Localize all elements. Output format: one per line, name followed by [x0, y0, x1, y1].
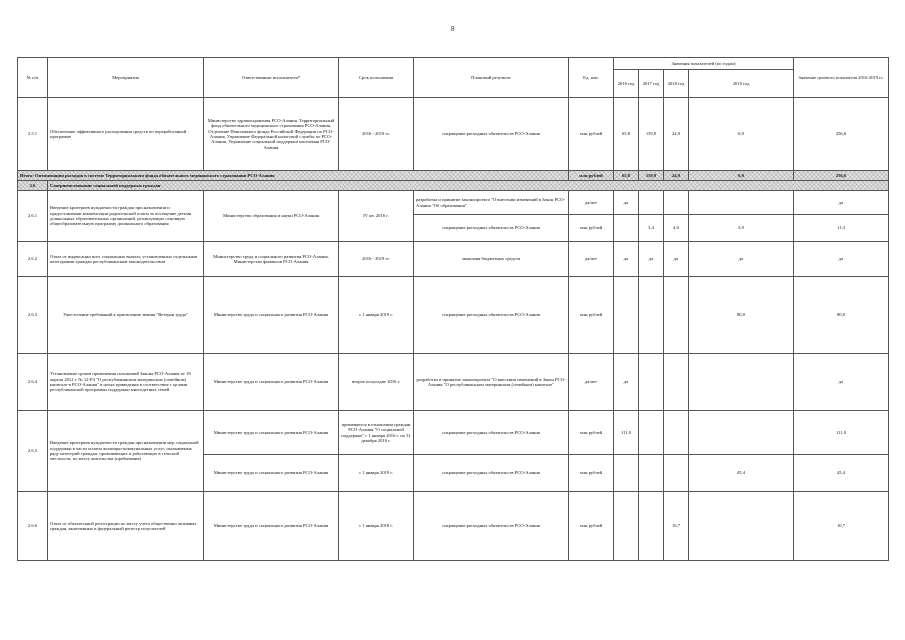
row-y2017 [639, 191, 664, 215]
row-result: сокращение расходных обязательств РСО-Алания [414, 411, 569, 455]
row-executor: Министерство труда и социального развития РСО-Алания [204, 411, 339, 455]
row-unit: млн рублей [569, 492, 614, 561]
header-total: Значение целевого показателя 2016-2019 гг. [794, 58, 889, 98]
row-y2019: 6,0 [689, 98, 794, 171]
header-executor: Ответственные исполнители* [204, 58, 339, 98]
row-result: сокращение расходных обязательств РСО-Алания [414, 98, 569, 171]
row-total: 256,6 [794, 98, 889, 171]
row-activity: Введение критериев нуждаемости граждан при назначении мер социальной поддержки в части оплаты жилищно-коммунальных услуг, оказываемых ряду категорий граждан, проживающих и работающих в сельской местности, по месту жительства (пребывания) [48, 411, 204, 492]
row-deadline: IV кв. 2016 г. [339, 191, 414, 242]
row-y2019: 80,0 [689, 277, 794, 354]
header-year-2016: 2016 год [614, 70, 639, 98]
section-num: 2.6 [18, 181, 48, 191]
row-total: да [794, 242, 889, 277]
section-title: Совершенствование социальной поддержки граждан [48, 181, 889, 191]
subtotal-total: 256,6 [794, 171, 889, 181]
row-activity: Обеспечение эффективного расходования средств по переработанной программе [48, 98, 204, 171]
row-y2018: 24,9 [664, 98, 689, 171]
row-y2016: 111,0 [614, 411, 639, 455]
table-row [18, 98, 889, 171]
row-y2018 [664, 354, 689, 411]
row-y2016 [614, 492, 639, 561]
row-unit: млн рублей [569, 215, 614, 242]
header-year-2018: 2018 год [664, 70, 689, 98]
row-y2018: 10,7 [664, 492, 689, 561]
row-y2018 [664, 455, 689, 492]
header-indicators: Значения показателей (по годам) [614, 58, 794, 70]
measures-table [17, 57, 889, 561]
header-activity: Мероприятия [48, 58, 204, 98]
row-total: 11,3 [794, 215, 889, 242]
row-total: да [794, 191, 889, 215]
row-num: 2.6.5 [18, 411, 48, 492]
row-y2017 [639, 411, 664, 455]
header-deadline: Срок исполнения [339, 58, 414, 98]
row-deadline: второе полугодие 2016 г. [339, 354, 414, 411]
row-deadline: с 1 января 2018 г. [339, 492, 414, 561]
row-y2018: 4,0 [664, 215, 689, 242]
row-result: разработка и принятие законопроекта "О внесении изменений в Закон РСО-Алания "Об образовании" [414, 191, 569, 215]
row-y2016: да [614, 354, 639, 411]
row-y2017: да [639, 242, 664, 277]
row-activity: Установление сроков применения положений Закона РСО-Алания от 18 апреля 2012 г. № 12-РЗ "О республиканском материнском (семейном) капитале в РСО-Алания" в целях приведения в соответствие с целями республиканской программы поддержки многодетных семей [48, 354, 204, 411]
row-num: 2.6.1 [18, 191, 48, 242]
row-y2019: 3,9 [689, 215, 794, 242]
row-unit: млн рублей [569, 411, 614, 455]
row-y2018 [664, 191, 689, 215]
row-y2018 [664, 411, 689, 455]
row-unit: млн рублей [569, 98, 614, 171]
table-row [18, 492, 889, 561]
row-deadline: с 1 января 2019 г. [339, 455, 414, 492]
row-executor: Министерство здравоохранения РСО-Алания, Территориальный фонд обязательного медицинского страхования РСО-Алания, Отделение Пенсионного фонда Российской Федерации по РСО-Алания, Управление Федеральной налоговой службы по РСО-Алания, Управление социальной поддержки населения РСО-Алания [204, 98, 339, 171]
subtotal-y2017: 159,9 [639, 171, 664, 181]
header-result: Плановый результат [414, 58, 569, 98]
row-activity: Введение критериев нуждаемости граждан при назначении и предоставлении компенсации родительской платы за посещение детьми дошкольных образовательных организаций, реализующих основную общеобразовательную программу дошкольного образования [48, 191, 204, 242]
row-y2016: да [614, 191, 639, 215]
subtotal-label: Итого: Оптимизация расходов в системе Территориального фонда обязательного медицинского страхования РСО-Алания [18, 171, 569, 181]
row-total: да [794, 354, 889, 411]
row-num: 2.6.2 [18, 242, 48, 277]
row-deadline: применяется в отношении граждан РСО-Алания "О социальной поддержке" с 1 января 2016 г. по 31 декабря 2016 г. [339, 411, 414, 455]
header-num: № п/п [18, 58, 48, 98]
row-unit: да/нет [569, 191, 614, 215]
row-num: 2.6.4 [18, 354, 48, 411]
row-total: 111,0 [794, 411, 889, 455]
row-total: 10,7 [794, 492, 889, 561]
row-y2019: 45,4 [689, 455, 794, 492]
section-row [18, 181, 889, 191]
row-num: 2.6.6 [18, 492, 48, 561]
table-row [18, 411, 889, 455]
row-unit: млн рублей [569, 455, 614, 492]
row-y2016: 65,8 [614, 98, 639, 171]
row-unit: млн рублей [569, 277, 614, 354]
row-result: сокращение расходных обязательств РСО-Алания [414, 277, 569, 354]
row-deadline: 2016 - 2019 гг. [339, 242, 414, 277]
row-y2016 [614, 277, 639, 354]
row-y2017 [639, 277, 664, 354]
table-row [18, 191, 889, 215]
row-executor: Министерство труда и социального развития РСО-Алания [204, 354, 339, 411]
subtotal-unit: млн рублей [569, 171, 614, 181]
row-y2016 [614, 215, 639, 242]
table-row [18, 277, 889, 354]
row-executor: Министерство труда и социального развития РСО-Алания [204, 277, 339, 354]
row-unit: да/нет [569, 354, 614, 411]
row-result: экономия бюджетных средств [414, 242, 569, 277]
row-y2018 [664, 277, 689, 354]
row-y2019 [689, 411, 794, 455]
row-activity: Ужесточение требований к присвоению звания "Ветеран труда" [48, 277, 204, 354]
row-y2019: да [689, 242, 794, 277]
header-unit: Ед. изм. [569, 58, 614, 98]
row-activity: Отказ от обязательной регистрации по месту учета общественно активных граждан, включенных в федеральный регистр получателей [48, 492, 204, 561]
subtotal-y2018: 24,9 [664, 171, 689, 181]
row-y2017 [639, 492, 664, 561]
table-row [18, 242, 889, 277]
row-result: сокращение расходных обязательств РСО-Алания [414, 492, 569, 561]
row-executor: Министерство труда и социального развития РСО-Алания [204, 492, 339, 561]
header-year-2019: 2019 год [689, 70, 794, 98]
row-unit: да/нет [569, 242, 614, 277]
subtotal-y2016: 65,8 [614, 171, 639, 181]
page-number-mark: 8 [451, 25, 455, 33]
row-activity: Отказ от индексации всех социальных выплат, установленных отдельными категориями граждан республиканским законодательством [48, 242, 204, 277]
row-deadline: 2016 - 2019 гг. [339, 98, 414, 171]
row-result: разработка и принятие законопроекта "О внесении изменений в Закон РСО-Алания "О республиканском материнском (семейном) капитале" [414, 354, 569, 411]
row-num: 2.5.1 [18, 98, 48, 171]
row-y2018: да [664, 242, 689, 277]
row-y2017 [639, 455, 664, 492]
row-executor: Министерство труда и социального развития РСО-Алания [204, 455, 339, 492]
row-num: 2.6.3 [18, 277, 48, 354]
header-year-2017: 2017 год [639, 70, 664, 98]
row-deadline: с 1 января 2019 г. [339, 277, 414, 354]
row-y2017: 159,9 [639, 98, 664, 171]
row-y2019 [689, 191, 794, 215]
table-row [18, 354, 889, 411]
row-y2017 [639, 354, 664, 411]
row-y2017: 3,4 [639, 215, 664, 242]
row-total: 80,0 [794, 277, 889, 354]
row-y2019 [689, 492, 794, 561]
row-result: сокращение расходных обязательств РСО-Алания [414, 215, 569, 242]
subtotal-row [18, 171, 889, 181]
row-executor: Министерство труда и социального развития РСО-Алания, Министерство финансов РСО-Алания [204, 242, 339, 277]
header-row-top [18, 58, 889, 70]
row-total: 45,4 [794, 455, 889, 492]
subtotal-y2019: 6,0 [689, 171, 794, 181]
row-executor: Министерство образования и науки РСО-Алания [204, 191, 339, 242]
row-y2016 [614, 455, 639, 492]
row-y2019 [689, 354, 794, 411]
row-y2016: да [614, 242, 639, 277]
row-result: сокращение расходных обязательств РСО-Алания [414, 455, 569, 492]
